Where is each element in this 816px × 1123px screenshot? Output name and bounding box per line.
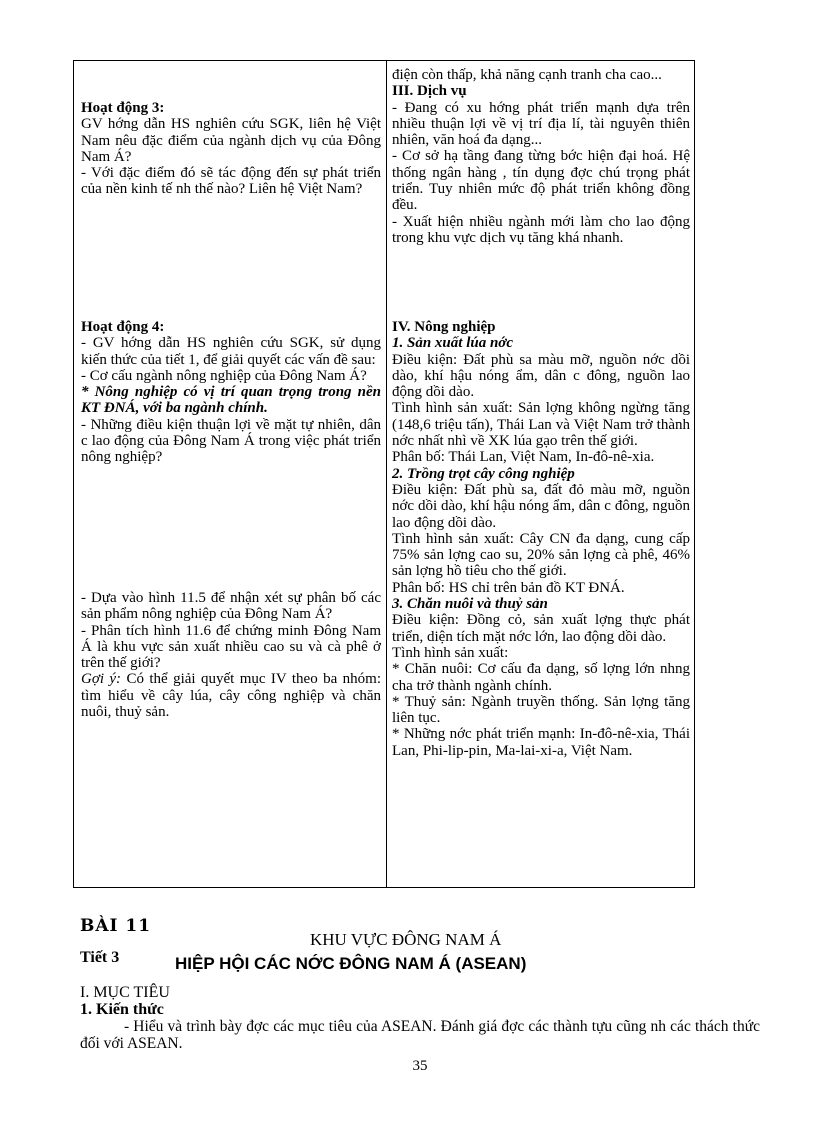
services-point-3: - Xuất hiện nhiều ngành mới làm cho lao động trong khu vực dịch vụ tăng khá nhanh.: [392, 213, 690, 246]
hint-label: Gợi ý:: [81, 671, 122, 688]
rice-production: Tình hình sản xuất: Sản lợng không ngừng tăng (148,6 triệu tấn), Thái Lan và Việt Nam trở thành nớc nhất nhì về XK lúa gạo trên thế giới.: [392, 400, 690, 450]
activity-3-question: - Với đặc điểm đó sẽ tác động đến sự phát triển của nền kinh tế nh thế nào? Liên hệ Việt Nam?: [81, 165, 381, 198]
activity-3-block: [81, 100, 381, 198]
page-number: 35: [412, 1058, 428, 1074]
question-figure-11-6: - Phân tích hình 11.6 để chứng minh Đông Nam Á là khu vực sản xuất nhiều cao su và cà phê ở trên thế giới?: [81, 622, 381, 672]
livestock-conditions: Điều kiện: Đồng cỏ, sản xuất lợng thực phát triển, diện tích mặt nớc lớn, lao động dồi dào.: [392, 612, 690, 645]
livestock-fishery-subtitle: 3. Chăn nuôi và thuỷ sản: [392, 596, 548, 613]
activity-4-question-structure: - Cơ cấu ngành nông nghiệp của Đông Nam Á?: [81, 367, 367, 384]
activity-4-instruction: - GV hớng dẫn HS nghiên cứu SGK, sử dụng kiến thức của tiết 1, để giải quyết các vấn đề sau:: [81, 335, 381, 368]
services-point-2: - Cơ sở hạ tầng đang từng bớc hiện đại hoá. Hệ thống ngân hàng , tín dụng đợc chú trọng phát triển. Tuy nhiên mức độ phát triển không đồng đều.: [392, 148, 690, 214]
rice-subtitle: 1. Sản xuất lúa nớc: [392, 335, 514, 352]
activity-4-question-conditions: - Những điều kiện thuận lợi về mặt tự nhiên, dân c lao động của Đông Nam Á trong việc phát triển nông nghiệp?: [81, 416, 381, 466]
period-label: Tiết 3: [80, 949, 120, 966]
knowledge-subheading: 1. Kiến thức: [80, 1001, 164, 1018]
industrial-crops-conditions: Điều kiện: Đất phù sa, đất đỏ màu mỡ, nguồn nớc dồi dào, khí hậu nóng ẩm, dân c đông, nguồn lao động dồi dào.: [392, 481, 690, 531]
lesson-number: BÀI 11: [80, 916, 152, 936]
fishery-detail: * Thuỷ sản: Ngành truyền thống. Sản lợng tăng liên tục.: [392, 693, 690, 727]
lesson-plan-table: [73, 60, 695, 888]
hint-paragraph: [81, 671, 381, 720]
rice-distribution: Phân bố: Thái Lan, Việt Nam, In-đô-nê-xia.: [392, 449, 655, 466]
activity-4-title: Hoạt động 4:: [81, 319, 165, 335]
livestock-production-label: Tình hình sản xuất:: [392, 644, 509, 661]
rice-conditions: Điều kiện: Đất phù sa màu mỡ, nguồn nớc dồi dào, khí hậu nóng ẩm, dân c đông, nguồn lao động dồi dào.: [392, 351, 690, 401]
section-agriculture-title: IV. Nông nghiệp: [392, 319, 496, 335]
livestock-detail: * Chăn nuôi: Cơ cấu đa dạng, số lợng lớn nhng cha trở thành ngành chính.: [392, 661, 690, 694]
question-figure-11-5: - Dựa vào hình 11.5 để nhận xét sự phân bố các sản phẩm nông nghiệp của Đông Nam Á?: [81, 590, 381, 623]
leading-countries: * Những nớc phát triển mạnh: In-đô-nê-xia, Thái Lan, Phi-lip-pin, Ma-lai-xi-a, Việt Nam.: [392, 726, 690, 759]
region-title: KHU VỰC ĐÔNG NAM Á: [310, 930, 502, 949]
industrial-crops-production: Tình hình sản xuất: Cây CN đa dạng, cung cấp 75% sản lợng cao su, 20% sản lợng cà phê, 46% sản lợng hồ tiêu cho thế giới.: [392, 530, 690, 580]
section-services-title: III. Dịch vụ: [392, 83, 467, 100]
topic-title: HIỆP HỘI CÁC NỚC ĐÔNG NAM Á (ASEAN): [175, 954, 527, 973]
agriculture-block: [392, 319, 690, 759]
activity-4-key-point: * Nông nghiệp có vị trí quan trọng trong nền KT ĐNÁ, với ba ngành chính.: [81, 384, 381, 417]
services-block: [392, 67, 690, 246]
objectives-heading: I. MỤC TIÊU: [80, 984, 170, 1001]
table-column-divider: [386, 61, 387, 887]
industrial-crops-subtitle: 2. Trồng trọt cây công nghiệp: [392, 465, 575, 482]
continued-text: điện còn thấp, khả năng cạnh tranh cha cao...: [392, 67, 662, 83]
activity-3-instruction: GV hớng dẫn HS nghiên cứu SGK, liên hệ Việt Nam nêu đặc điểm của ngành dịch vụ của Đông Nam Á?: [81, 116, 381, 165]
figure-questions-block: [81, 590, 381, 720]
services-point-1: - Đang có xu hớng phát triển mạnh dựa trên nhiều thuận lợi về vị trí địa lí, tài nguyên thiên nhiên, văn hoá đa dạng...: [392, 99, 690, 149]
activity-3-title: Hoạt động 3:: [81, 100, 165, 116]
industrial-crops-distribution: Phân bố: HS chỉ trên bản đồ KT ĐNÁ.: [392, 579, 625, 596]
hint-text: Có thể giải quyết mục IV theo ba nhóm: tìm hiểu về cây lúa, cây công nghiệp và chăn nuôi, thuỷ sản.: [81, 671, 381, 721]
activity-4-block: [81, 319, 381, 466]
knowledge-paragraph: - Hiểu và trình bày đợc các mục tiêu của ASEAN. Đánh giá đợc các thành tựu cũng nh các thách thức đối với ASEAN.: [80, 1018, 760, 1052]
